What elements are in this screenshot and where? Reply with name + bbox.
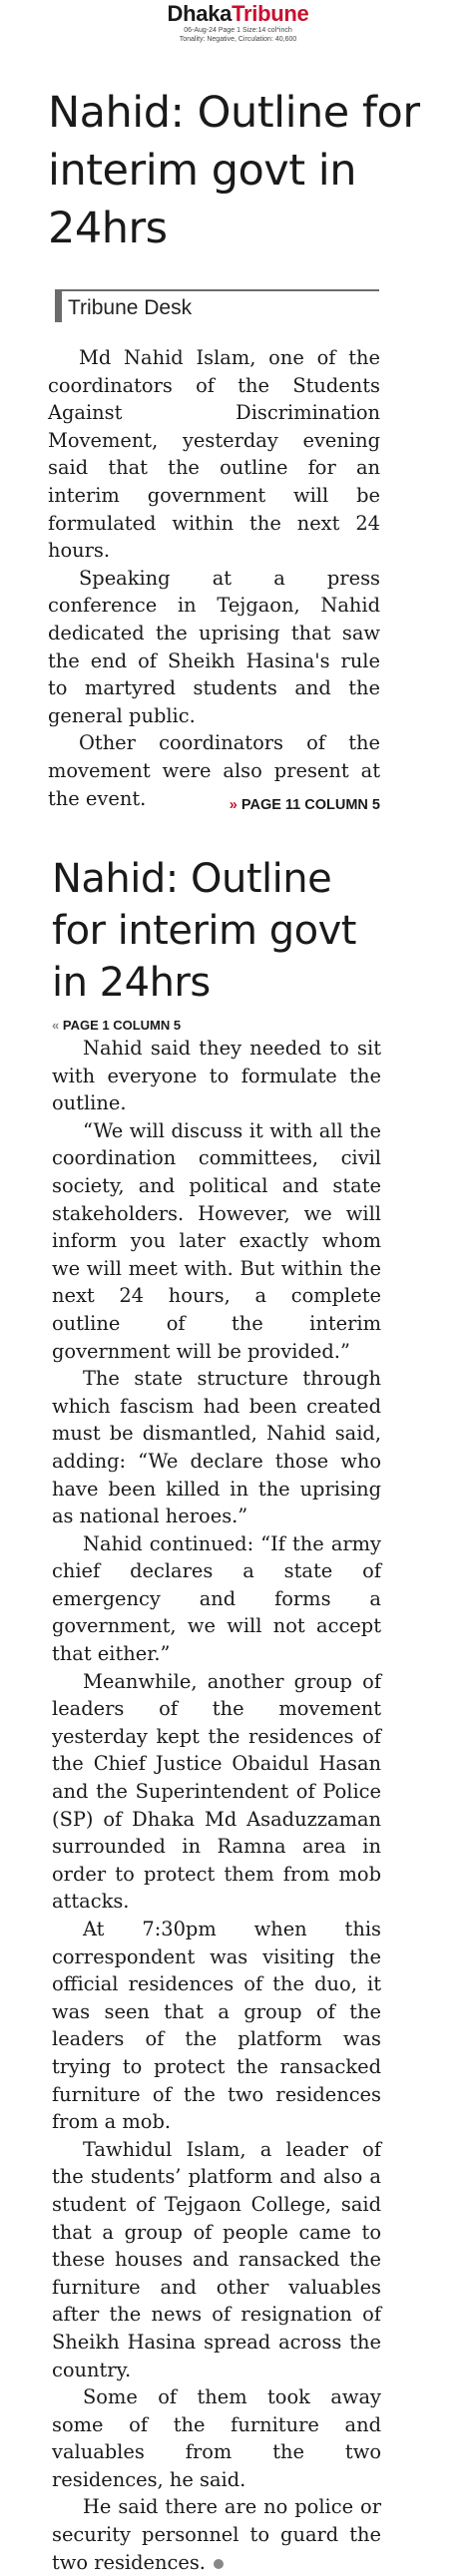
masthead (0, 0, 476, 44)
byline-bar (55, 289, 379, 322)
continuation-paragraph-2: “We will discuss it with all the coordination committees, civil society, and political and state stakeholders. However, we will inform you later exactly whom we will meet with. But within the next 24 hours, a complete outline of the interim government will be provided.” (52, 1118, 381, 1363)
front-paragraph-3: Other coordinators of the movement were also present at the event. (48, 731, 380, 810)
front-headline: Nahid: Outline for interim govt in 24hrs (48, 88, 420, 253)
continuation-paragraph-5: Meanwhile, another group of leaders of the movement yesterday kept the residences of the Chief Justice Obaidul Hasan and the Superintendent of Police (SP) of Dhaka Md Asaduzzaman surrounded in Ramna area in order to protect them from mob attacks. (52, 1669, 381, 1914)
brand-logo (0, 2, 476, 26)
final-paragraph-text: He said there are no police or security personnel to guard the two residences. (52, 2495, 381, 2574)
jump-in-label: PAGE 1 COLUMN 5 (62, 1018, 182, 1033)
forward-arrows-icon: » (229, 797, 238, 813)
continuation-paragraph-7: Tawhidul Islam, a leader of the students’ platform and also a student of Tejgaon College, said that a group of people came to these houses and ransacked the furniture and other valuables after the news of resignation of Sheikh Hasina spread across the country. (52, 2137, 381, 2381)
byline-rule (55, 289, 379, 291)
brand-part-1: Dhaka (167, 1, 233, 26)
jump-from-front[interactable] (52, 1018, 181, 1034)
back-arrows-icon: « (52, 1018, 60, 1033)
front-paragraph-1: Md Nahid Islam, one of the coordinators of the Students Against Discrimination Movement, yesterday evening said that the outline for an interim government will be formulated within the next 24 hours. (48, 346, 380, 563)
byline-marker (55, 291, 62, 322)
continuation-headline: Nahid: Outline for interim govt in 24hrs (52, 856, 356, 1006)
end-of-story-icon (214, 2559, 224, 2569)
continuation-paragraph-3: The state structure through which fascism had been created must be dismantled, Nahid said, adding: “We declare those who have been killed in the uprising as national heroes.” (52, 1367, 381, 1528)
jump-to-continuation[interactable] (48, 796, 380, 814)
brand-part-2: Tribune (232, 1, 309, 26)
clipping-meta-line-1: 06-Aug-24 Page 1 Size:14 col*inch (184, 27, 292, 34)
continuation-paragraph-1: Nahid said they needed to sit with everyone to formulate the outline. (52, 1037, 381, 1115)
byline: Tribune Desk (68, 296, 193, 319)
continuation-paragraph-6: At 7:30pm when this correspondent was visiting the official residences of the duo, it was seen that a group of the leaders of the platform was trying to protect the ransacked furniture of the two residences from a mob. (52, 1918, 381, 2134)
front-paragraph-2: Speaking at a press conference in Tejgaon, Nahid dedicated the uprising that saw the end of Sheikh Hasina's rule to martyred students and the general public. (48, 566, 380, 727)
continuation-article-body (52, 1035, 381, 2576)
continuation-paragraph-4: Nahid continued: “If the army chief declares a state of emergency and forms a government, we will not accept that either.” (52, 1531, 381, 1666)
jump-out-label: PAGE 11 COLUMN 5 (240, 797, 380, 813)
front-article-body (48, 344, 380, 812)
clipping-meta-line-2: Tonality: Negative, Circulation: 40,600 (179, 36, 297, 43)
continuation-paragraph-8: Some of them took away some of the furniture and valuables from the two residences, he said. (52, 2385, 381, 2491)
continuation-paragraph-9 (52, 2493, 381, 2576)
